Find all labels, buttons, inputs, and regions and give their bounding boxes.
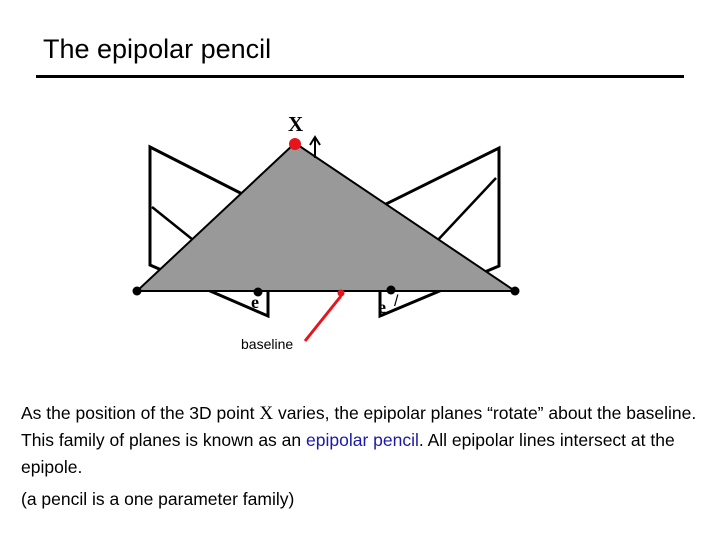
description-part-2: varies, the epipolar planes “rotate” about the baseline. This family of planes is known as an [21,403,697,450]
right-camera-center [511,287,520,296]
epipolar-pencil-term: epipolar pencil [306,430,419,450]
slide-title: The epipolar pencil [43,34,272,64]
point-symbol: X [259,403,274,424]
description-paragraph [21,400,701,481]
description-part-3: . All epipolar lines intersect at the epipole. [21,430,675,477]
point-x-label: X [288,112,304,136]
baseline-pointer [305,296,341,341]
description-part-1: As the position of the 3D point [21,403,260,423]
point-x [289,138,301,150]
pencil-note: (a pencil is a one parameter family) [21,489,295,509]
baseline-point [338,290,345,297]
left-camera-center [133,287,142,296]
baseline-label: baseline [241,336,294,352]
left-epipole-label: e [251,292,259,312]
right-epipole-label: e [378,297,386,317]
right-epipole-prime: / [394,293,399,310]
